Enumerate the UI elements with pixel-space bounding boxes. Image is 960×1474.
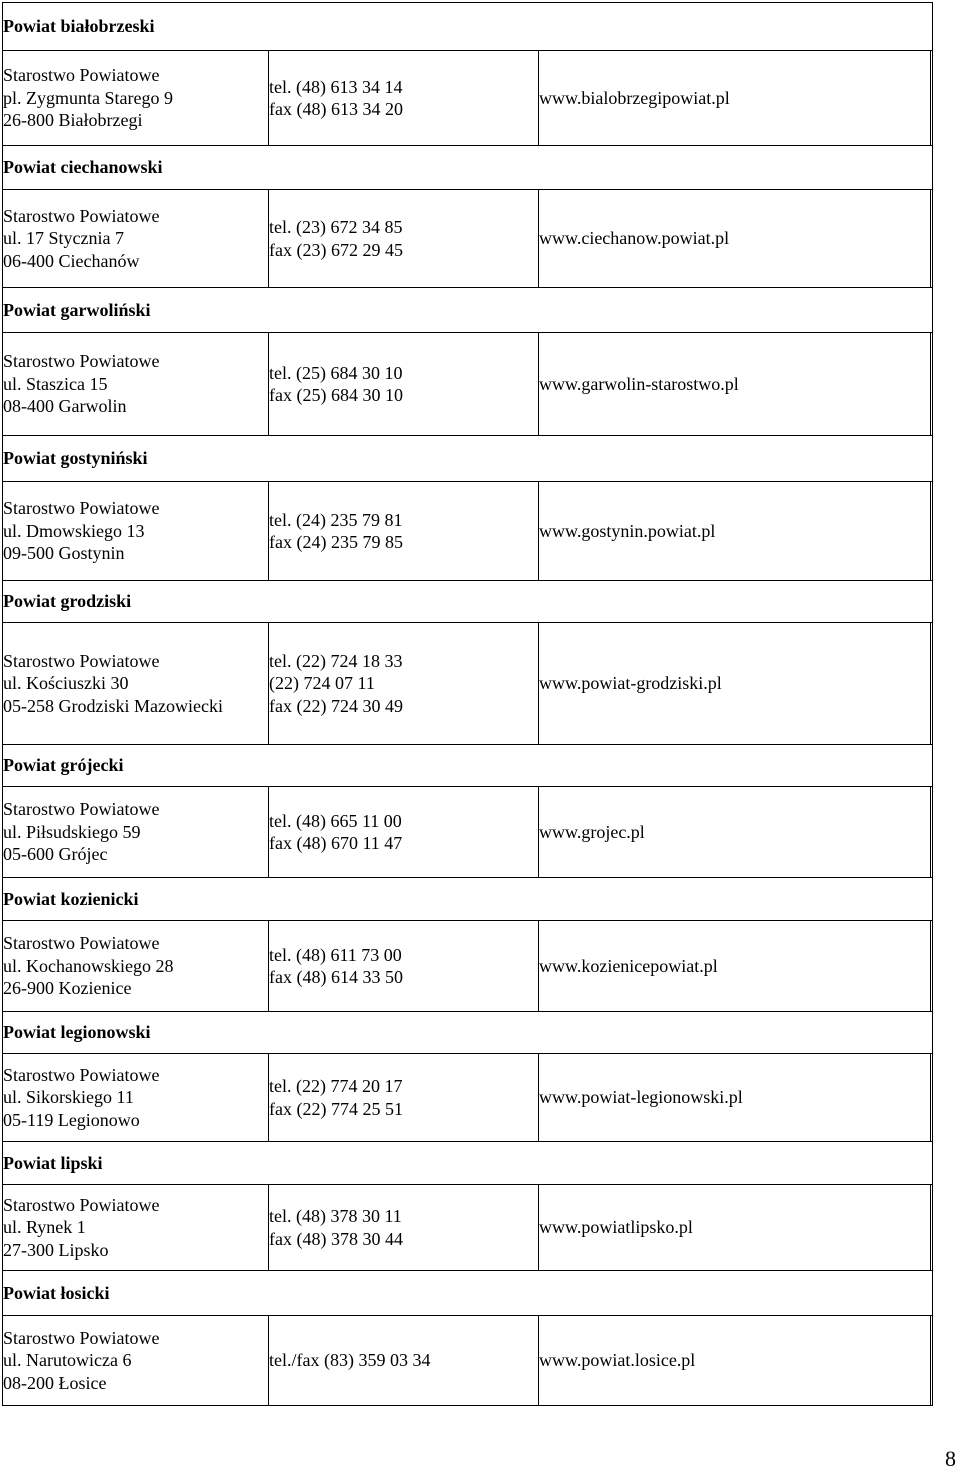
- narrow-spacer-cell: [931, 1054, 933, 1142]
- website-cell: [539, 623, 931, 745]
- office-address-cell: [3, 1316, 269, 1406]
- website-cell: [539, 190, 931, 288]
- county-header-row: [3, 3, 933, 51]
- county-header-row: [3, 581, 933, 623]
- county-name: Powiat legionowski: [3, 1012, 933, 1054]
- county-details-row: [3, 787, 933, 878]
- phone-fax-line: tel. (48) 665 11 00: [269, 810, 402, 831]
- county-details-row: [3, 51, 933, 146]
- address-line: ul. Kochanowskiego 28: [3, 955, 174, 976]
- office-address-cell: [3, 921, 269, 1012]
- contact-cell: [269, 1185, 539, 1271]
- narrow-spacer-cell: [931, 1316, 933, 1406]
- county-header-row: [3, 288, 933, 333]
- address-line: ul. Piłsudskiego 59: [3, 821, 141, 842]
- county-header-row: [3, 436, 933, 482]
- county-details-row: [3, 623, 933, 745]
- narrow-spacer-cell: [931, 1185, 933, 1271]
- website-link[interactable]: www.powiat-grodziski.pl: [539, 673, 722, 694]
- office-address-cell: [3, 787, 269, 878]
- contact-cell: [269, 623, 539, 745]
- narrow-spacer-cell: [931, 51, 933, 146]
- document-page: [2, 2, 932, 1406]
- county-name: Powiat garwoliński: [3, 288, 933, 333]
- office-address-cell: [3, 1054, 269, 1142]
- website-link[interactable]: www.garwolin-starostwo.pl: [539, 373, 739, 394]
- website-link[interactable]: www.gostynin.powiat.pl: [539, 520, 716, 541]
- contact-cell: [269, 787, 539, 878]
- narrow-spacer-cell: [931, 623, 933, 745]
- county-name: Powiat łosicki: [3, 1271, 933, 1316]
- contact-cell: [269, 333, 539, 436]
- address-line: ul. Narutowicza 6: [3, 1350, 132, 1371]
- county-header-row: [3, 745, 933, 787]
- narrow-spacer-cell: [931, 787, 933, 878]
- address-line: 06-400 Ciechanów: [3, 250, 140, 271]
- county-details-row: [3, 1054, 933, 1142]
- address-line: 05-119 Legionowo: [3, 1109, 140, 1130]
- county-directory-table: [2, 2, 933, 1406]
- address-line: ul. Dmowskiego 13: [3, 520, 145, 541]
- office-address-cell: [3, 333, 269, 436]
- website-link[interactable]: www.kozienicepowiat.pl: [539, 955, 718, 976]
- office-address-cell: [3, 190, 269, 288]
- county-details-row: [3, 333, 933, 436]
- phone-fax-line: tel. (22) 774 20 17: [269, 1076, 403, 1096]
- address-line: ul. Staszica 15: [3, 373, 108, 394]
- phone-fax-line: fax (22) 774 25 51: [269, 1098, 403, 1119]
- county-name: Powiat kozienicki: [3, 878, 933, 921]
- phone-fax-line: fax (48) 378 30 44: [269, 1228, 403, 1249]
- phone-fax-line: tel. (23) 672 34 85: [269, 217, 403, 237]
- website-cell: [539, 1185, 931, 1271]
- county-name: Powiat grójecki: [3, 745, 933, 787]
- website-cell: [539, 51, 931, 146]
- phone-fax-line: fax (25) 684 30 10: [269, 385, 403, 405]
- phone-fax-line: fax (48) 613 34 20: [269, 99, 403, 119]
- office-name: Starostwo Powiatowe: [3, 799, 160, 820]
- website-link[interactable]: www.powiatlipsko.pl: [539, 1217, 693, 1238]
- address-line: ul. Sikorskiego 11: [3, 1087, 134, 1108]
- office-name: Starostwo Powiatowe: [3, 65, 160, 86]
- address-line: ul. Rynek 1: [3, 1217, 86, 1238]
- office-name: Starostwo Powiatowe: [3, 498, 160, 519]
- website-cell: [539, 921, 931, 1012]
- website-link[interactable]: www.grojec.pl: [539, 821, 645, 842]
- address-line: 26-800 Białobrzegi: [3, 110, 143, 131]
- county-header-row: [3, 878, 933, 921]
- website-link[interactable]: www.powiat-legionowski.pl: [539, 1087, 743, 1108]
- narrow-spacer-cell: [931, 333, 933, 436]
- contact-cell: [269, 190, 539, 288]
- county-header-row: [3, 146, 933, 190]
- county-name: Powiat ciechanowski: [3, 146, 933, 190]
- contact-cell: [269, 51, 539, 146]
- office-name: Starostwo Powiatowe: [3, 1194, 160, 1215]
- office-name: Starostwo Powiatowe: [3, 933, 160, 954]
- narrow-spacer-cell: [931, 482, 933, 581]
- contact-cell: [269, 1316, 539, 1406]
- address-line: 05-600 Grójec: [3, 844, 108, 865]
- page-number: 8: [945, 1446, 956, 1471]
- phone-fax-line: fax (22) 724 30 49: [269, 695, 403, 716]
- address-line: 08-200 Łosice: [3, 1372, 107, 1393]
- address-line: 08-400 Garwolin: [3, 396, 127, 417]
- phone-fax-line: tel. (22) 724 18 33: [269, 650, 403, 671]
- phone-fax-line: fax (48) 614 33 50: [269, 967, 403, 987]
- county-name: Powiat grodziski: [3, 581, 933, 623]
- office-name: Starostwo Powiatowe: [3, 351, 160, 372]
- county-details-row: [3, 1316, 933, 1406]
- address-line: ul. Kościuszki 30: [3, 673, 129, 694]
- narrow-spacer-cell: [931, 190, 933, 288]
- phone-fax-line: tel. (25) 684 30 10: [269, 362, 403, 383]
- phone-fax-line: tel./fax (83) 359 03 34: [269, 1350, 431, 1371]
- county-name: Powiat białobrzeski: [3, 3, 933, 51]
- contact-cell: [269, 482, 539, 581]
- website-cell: [539, 333, 931, 436]
- phone-fax-line: fax (48) 670 11 47: [269, 833, 403, 853]
- county-header-row: [3, 1142, 933, 1185]
- county-details-row: [3, 921, 933, 1012]
- county-name: Powiat lipski: [3, 1142, 933, 1185]
- address-line: 27-300 Lipsko: [3, 1239, 109, 1260]
- office-name: Starostwo Powiatowe: [3, 1327, 160, 1348]
- narrow-spacer-cell: [931, 921, 933, 1012]
- county-details-row: [3, 190, 933, 288]
- address-line: pl. Zygmunta Starego 9: [3, 87, 173, 108]
- phone-fax-line: (22) 724 07 11: [269, 673, 375, 694]
- county-header-row: [3, 1271, 933, 1316]
- phone-fax-line: tel. (48) 613 34 14: [269, 76, 403, 97]
- office-name: Starostwo Powiatowe: [3, 205, 160, 226]
- phone-fax-line: tel. (48) 611 73 00: [269, 944, 402, 965]
- address-line: ul. 17 Stycznia 7: [3, 228, 124, 249]
- phone-fax-line: fax (24) 235 79 85: [269, 532, 403, 552]
- office-address-cell: [3, 482, 269, 581]
- phone-fax-line: fax (23) 672 29 45: [269, 239, 403, 260]
- county-header-row: [3, 1012, 933, 1054]
- contact-cell: [269, 1054, 539, 1142]
- website-cell: [539, 1054, 931, 1142]
- address-line: 05-258 Grodziski Mazowiecki: [3, 695, 223, 716]
- website-link[interactable]: www.bialobrzegipowiat.pl: [539, 87, 730, 108]
- website-cell: [539, 787, 931, 878]
- office-address-cell: [3, 623, 269, 745]
- website-cell: [539, 482, 931, 581]
- address-line: 26-900 Kozienice: [3, 978, 132, 999]
- county-name: Powiat gostyniński: [3, 436, 933, 482]
- contact-cell: [269, 921, 539, 1012]
- phone-fax-line: tel. (48) 378 30 11: [269, 1206, 402, 1226]
- office-name: Starostwo Powiatowe: [3, 1064, 160, 1085]
- office-address-cell: [3, 51, 269, 146]
- website-link[interactable]: www.ciechanow.powiat.pl: [539, 228, 730, 249]
- county-details-row: [3, 482, 933, 581]
- address-line: 09-500 Gostynin: [3, 543, 125, 564]
- website-link[interactable]: www.powiat.losice.pl: [539, 1350, 696, 1371]
- county-details-row: [3, 1185, 933, 1271]
- phone-fax-line: tel. (24) 235 79 81: [269, 509, 403, 530]
- website-cell: [539, 1316, 931, 1406]
- office-address-cell: [3, 1185, 269, 1271]
- office-name: Starostwo Powiatowe: [3, 650, 160, 671]
